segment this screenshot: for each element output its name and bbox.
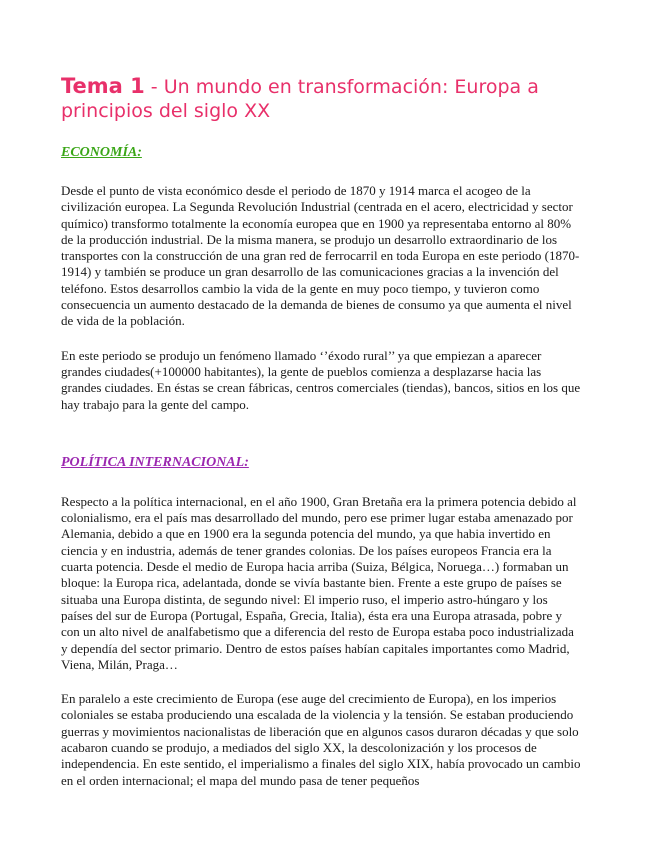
title-text: - Un mundo en transformación: Europa a principios del siglo XX <box>61 76 539 122</box>
paragraph-economia-1: Desde el punto de vista económico desde el periodo de 1870 y 1914 marca el acogeo de la civilización europea. La Segunda Revolución Industrial (centrada en el acero, electricidad y sector químico) transformo totalmente la economía europea que en 1900 ya representaba entorno al 80% de la producción industrial. De la misma manera, se produjo un desarrollo extraordinario de los transportes con la construcción de una gran red de ferrocarril en toda Europa en este periodo (1870-1914) y también se produce un gran desarrollo de las comunicaciones gracias a la invención del teléfono. Estos desarrollos cambio la vida de la gente en muy poco tiempo, y tuvieron como consecuencia un aumento destacado de la demanda de bienes de consumo ya que aumenta el nivel de vida de la población. <box>61 183 580 329</box>
section-heading-politica: POLÍTICA INTERNACIONAL: <box>61 454 249 470</box>
section-heading-economia: ECONOMÍA: <box>61 145 142 160</box>
paragraph-politica-2: En paralelo a este crecimiento de Europa (ese auge del crecimiento de Europa), en los imperios coloniales se estaba produciendo una escalada de la violencia y la tensión. Se estaban produciendo guerras y movimientos nacionalistas de liberación que en algunos casos duraron décadas y que solo acabaron cuando se produjo, a mediados del siglo XX, la descolonización y los procesos de independencia. En este sentido, el imperialismo a finales del siglo XIX, había provocado un cambio en el orden internacional; el mapa del mundo pasa de tener pequeños <box>61 691 581 788</box>
paragraph-politica-1: Respecto a la política internacional, en el año 1900, Gran Bretaña era la primera potencia debido al colonialismo, era el país mas desarrollado del mundo, pero ese primer lugar estaba amenazado por Alemania, debido a que en 1900 era la segunda potencia del mundo, ya que habia invertido en ciencia y en industria, además de tener grandes colonias. De los países europeos Francia era la cuarta potencia. Desde el medio de Europa hacia arriba (Suiza, Bélgica, Noruega…) formaban un bloque: la Europa rica, adelantada, donde se vivía bastante bien. Frente a este grupo de países se situaba una Europa distinta, de segundo nivel: El imperio ruso, el imperio astro-húngaro y los países del sur de Europa (Portugal, España, Grecia, Italia), ésta era una Europa atrasada, pobre y con un alto nivel de analfabetismo que a diferencia del resto de Europa estaba poco industrializada y dependía del sector primario. Dentro de estos países habían capitales importantes como Madrid, Viena, Milán, Praga… <box>61 493 577 672</box>
paragraph-economia-2: En este periodo se produjo un fenómeno llamado ‘’éxodo rural’’ ya que empiezan a aparecer grandes ciudades(+100000 habitantes), la gente de pueblos comienza a desplazarse hacia las grandes ciudades. En éstas se crean fábricas, centros comerciales (tiendas), bancos, sitios en los que hay trabajo para la gente del campo. <box>61 347 581 412</box>
document-page <box>61 74 581 789</box>
page-title <box>61 74 581 123</box>
title-number: Tema 1 <box>61 74 145 98</box>
